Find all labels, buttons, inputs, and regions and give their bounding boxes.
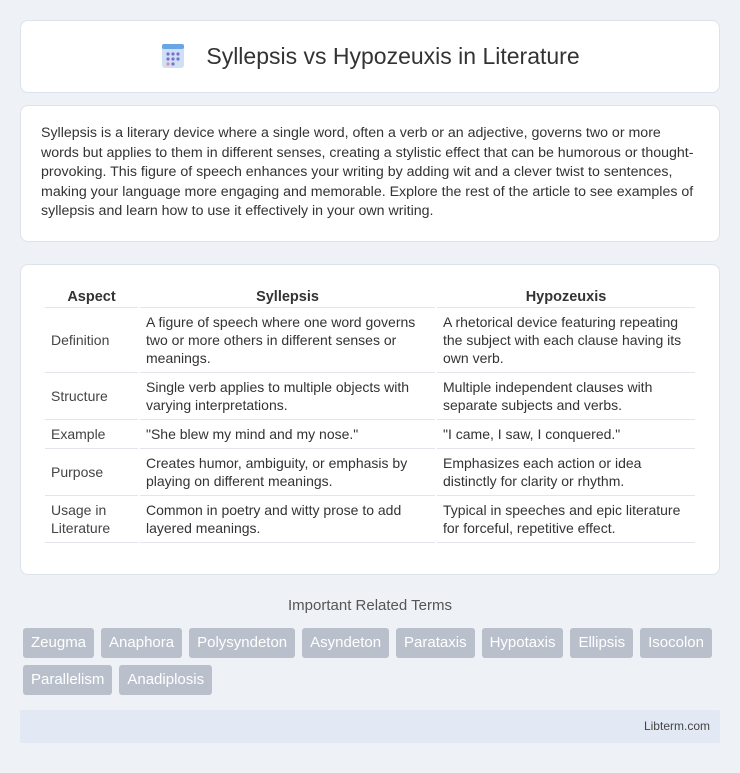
tag-zeugma[interactable]: Zeugma <box>23 628 94 658</box>
table-row <box>45 373 695 420</box>
page-title: Syllepsis vs Hypozeuxis in Literature <box>206 43 580 69</box>
tag-ellipsis[interactable]: Ellipsis <box>570 628 633 658</box>
row-hypozeuxis: Emphasizes each action or idea distinctly for clarity or rhythm. <box>437 449 695 496</box>
related-terms-list <box>23 628 723 695</box>
table-header-row <box>45 285 695 308</box>
table-row <box>45 420 695 449</box>
row-hypozeuxis: A rhetorical device featuring repeating the subject with each clause having its own verb. <box>437 308 695 373</box>
tag-isocolon[interactable]: Isocolon <box>640 628 712 658</box>
header-aspect: Aspect <box>45 285 138 308</box>
tag-anadiplosis[interactable]: Anadiplosis <box>119 665 212 695</box>
row-hypozeuxis: Typical in speeches and epic literature for forceful, repetitive effect. <box>437 496 695 543</box>
tag-parallelism[interactable]: Parallelism <box>23 665 112 695</box>
row-aspect: Example <box>45 420 138 449</box>
row-aspect: Definition <box>45 308 138 373</box>
row-aspect: Usage in Literature <box>45 496 138 543</box>
tag-asyndeton[interactable]: Asyndeton <box>302 628 389 658</box>
row-aspect: Purpose <box>45 449 138 496</box>
footer-site-link[interactable]: Libterm.com <box>643 719 710 733</box>
header-hypozeuxis: Hypozeuxis <box>437 285 695 308</box>
table-row <box>45 449 695 496</box>
comparison-card <box>20 264 720 575</box>
comparison-table <box>43 285 697 543</box>
footer <box>20 710 720 743</box>
related-terms-title: Important Related Terms <box>288 597 452 614</box>
tag-hypotaxis[interactable]: Hypotaxis <box>482 628 564 658</box>
table-row <box>45 308 695 373</box>
intro-card <box>20 105 720 242</box>
header-syllepsis: Syllepsis <box>140 285 435 308</box>
table-row <box>45 496 695 543</box>
tag-polysyndeton[interactable]: Polysyndeton <box>189 628 295 658</box>
row-syllepsis: Common in poetry and witty prose to add layered meanings. <box>140 496 435 543</box>
tag-anaphora[interactable]: Anaphora <box>101 628 182 658</box>
row-hypozeuxis: Multiple independent clauses with separate subjects and verbs. <box>437 373 695 420</box>
intro-text: Syllepsis is a literary device where a single word, often a verb or an adjective, governs two or more words but applies to them in different senses, creating a stylistic effect that can be humorous or thought-provoking. This figure of speech enhances your writing by adding wit and a clever twist to sentences, making your language more engaging and memorable. Explore the rest of the article to see examples of syllepsis and learn how to use it effectively in your own writing. <box>41 125 694 220</box>
row-syllepsis: Single verb applies to multiple objects with varying interpretations. <box>140 373 435 420</box>
row-hypozeuxis: "I came, I saw, I conquered." <box>437 420 695 449</box>
tag-parataxis[interactable]: Parataxis <box>396 628 475 658</box>
row-syllepsis: Creates humor, ambiguity, or emphasis by playing on different meanings. <box>140 449 435 496</box>
row-aspect: Structure <box>45 373 138 420</box>
row-syllepsis: A figure of speech where one word governs two or more others in different senses or meanings. <box>140 308 435 373</box>
header-card <box>20 20 720 93</box>
document-grid-icon <box>160 43 186 69</box>
row-syllepsis: "She blew my mind and my nose." <box>140 420 435 449</box>
